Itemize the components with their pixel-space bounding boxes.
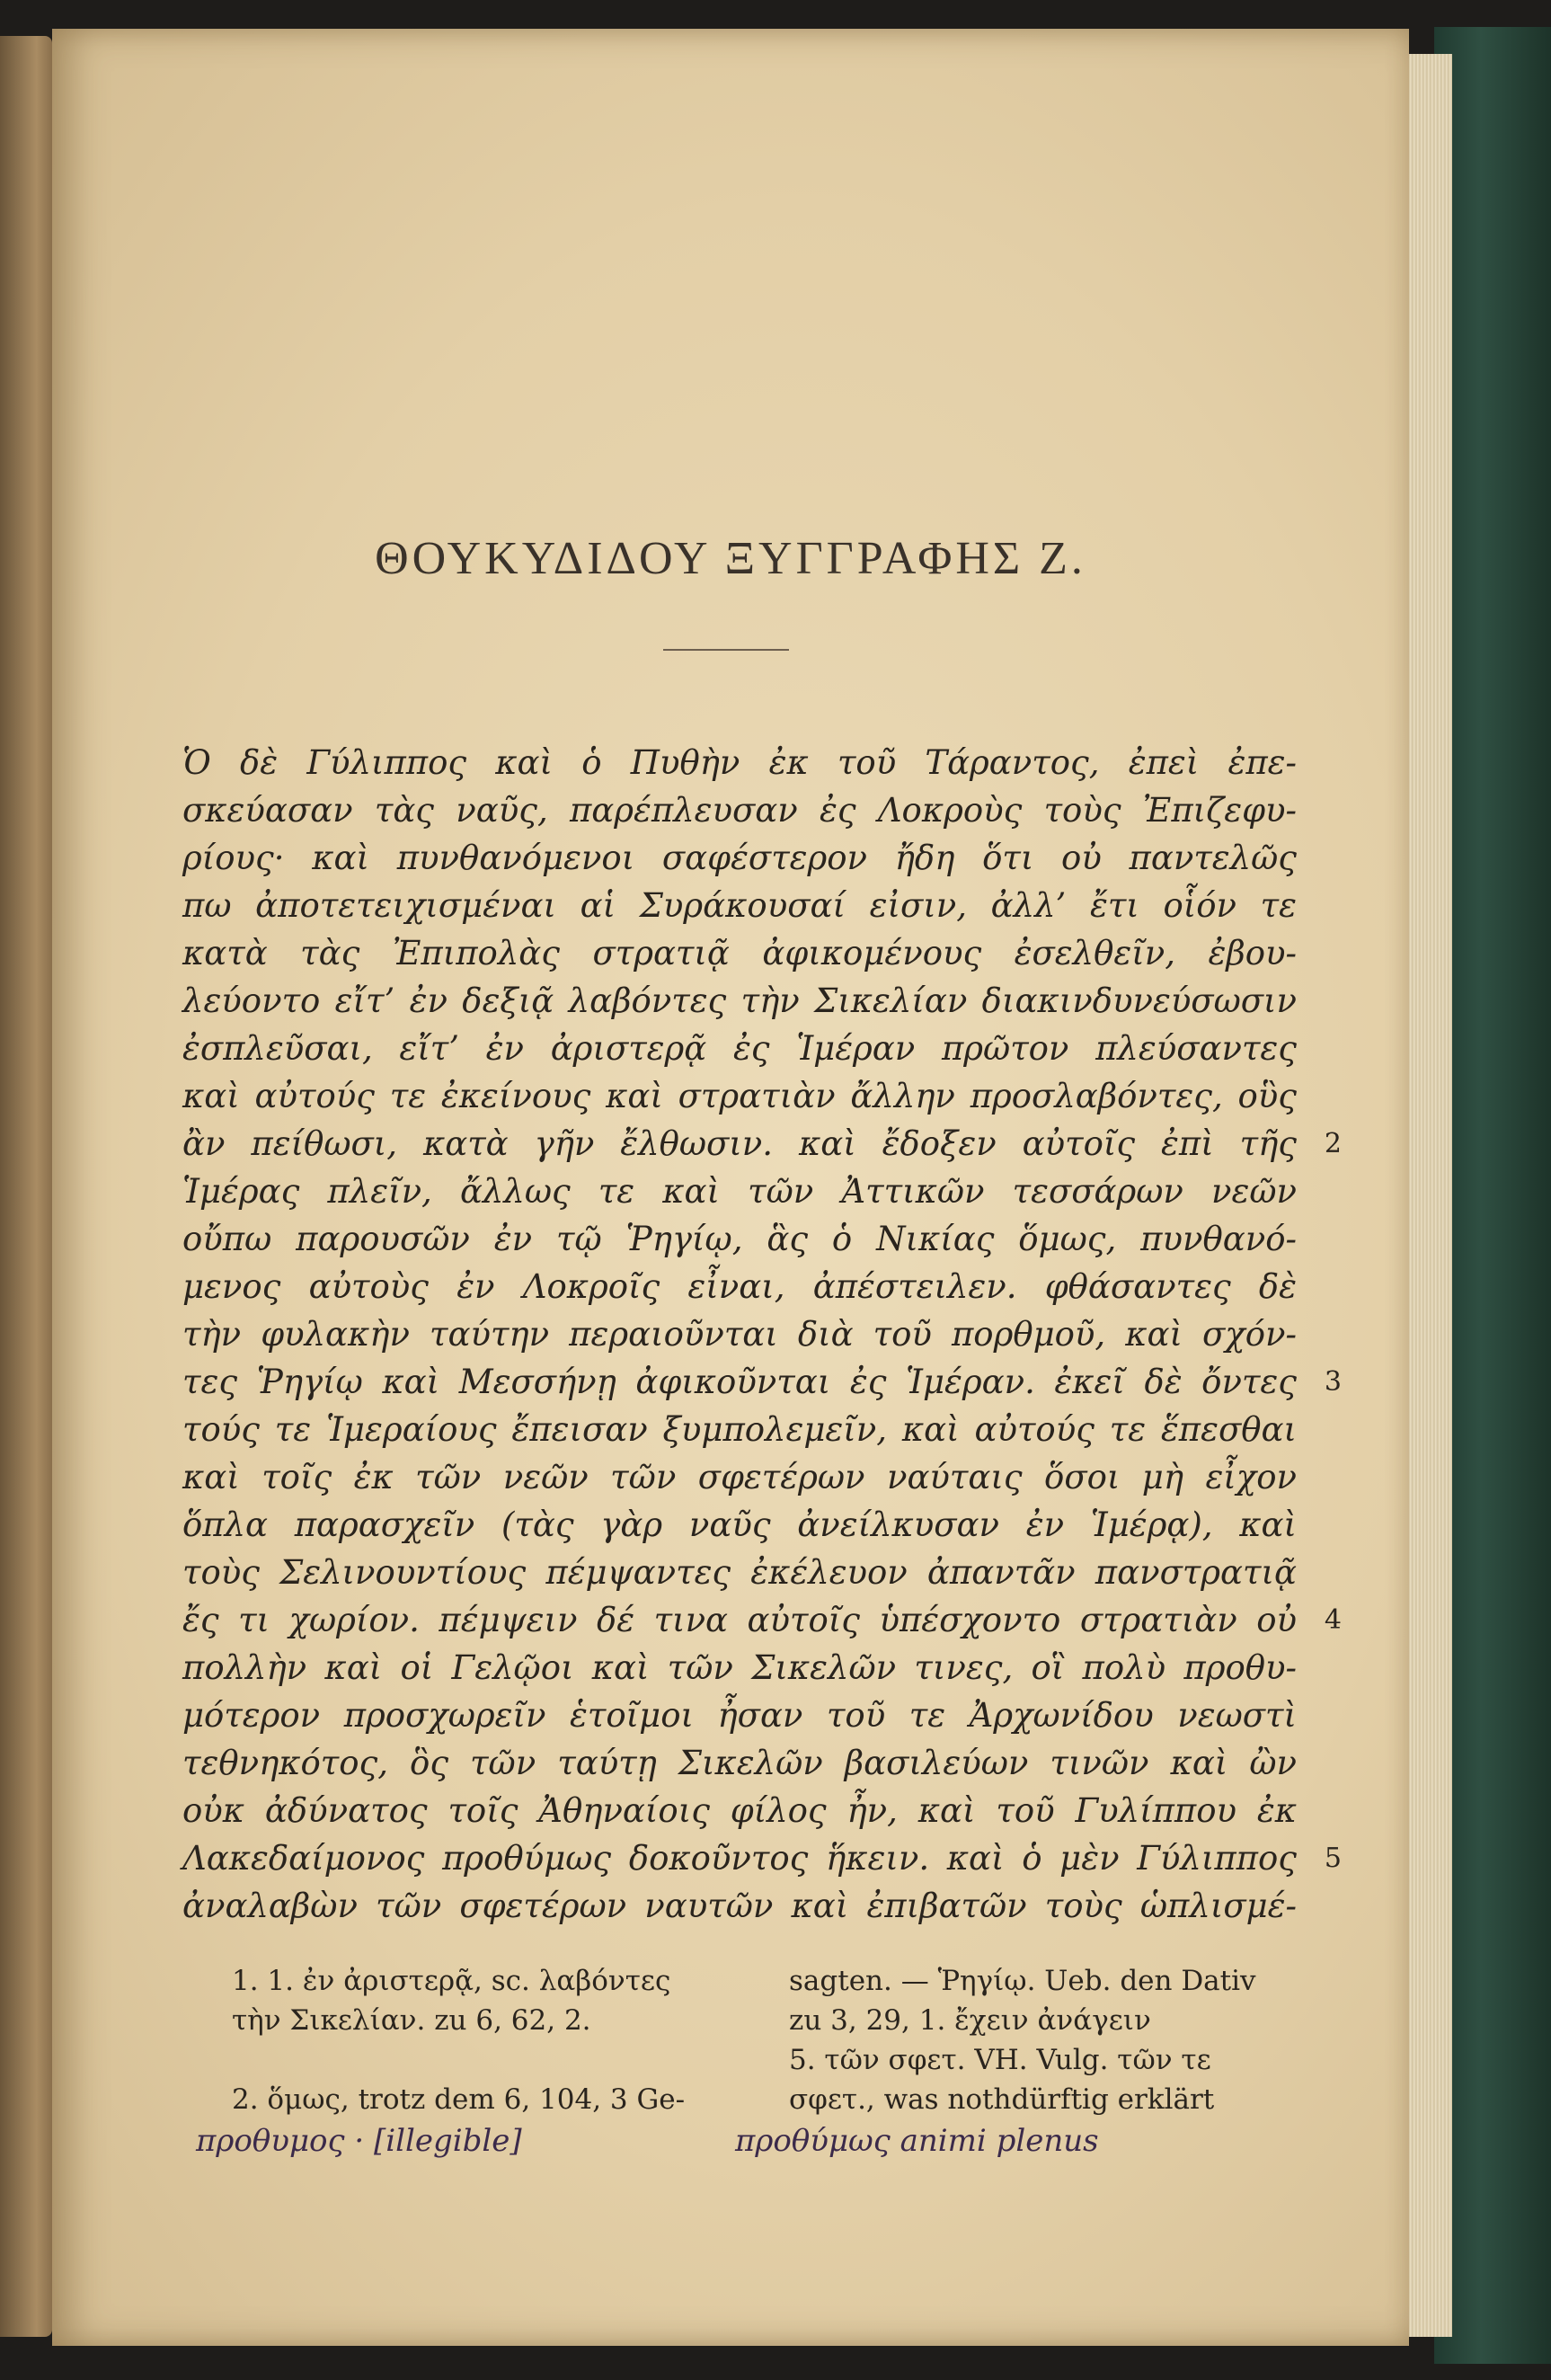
left-page-edge	[0, 36, 52, 2337]
text-line	[182, 1834, 1342, 1882]
text-line	[182, 786, 1297, 834]
footnote-line: 5. τῶν σφετ. VH. Vulg. τῶν τε	[789, 2044, 1211, 2076]
text-line-content: τοὺς Σελινουντίους πέμψαντες ἐκέλευον ἀπαντᾶν πανστρατιᾷ	[182, 1553, 1297, 1592]
handwritten-note-left: προθυμος · [illegible]	[196, 2123, 522, 2159]
text-line-content: Λακεδαίμονος προθύμως δοκοῦντος ἥκειν. καὶ ὁ μὲν Γύλιππος	[182, 1839, 1297, 1878]
text-line	[182, 739, 1297, 786]
text-line-content: μενος αὐτοὺς ἐν Λοκροῖς εἶναι, ἀπέστειλεν. φθάσαντες δὲ	[182, 1267, 1297, 1306]
text-line-content: Ἱμέρας πλεῖν, ἄλλως τε καὶ τῶν Ἀττικῶν τεσσάρων νεῶν	[182, 1172, 1297, 1211]
page-block-edges	[1407, 54, 1452, 2337]
title-rule	[663, 649, 789, 651]
text-line	[182, 1215, 1297, 1263]
footnote-line	[232, 2040, 735, 2080]
section-number: 2	[1324, 1128, 1342, 1159]
text-line-content: καὶ τοῖς ἐκ τῶν νεῶν τῶν σφετέρων ναύταις ὅσοι μὴ εἶχον	[182, 1458, 1297, 1496]
section-number: 4	[1324, 1604, 1342, 1636]
text-line-content: ρίους· καὶ πυνθανόμενοι σαφέστερον ἤδη ὅτι οὐ παντελῶς	[182, 839, 1297, 877]
text-line	[182, 1120, 1342, 1168]
section-number: 5	[1324, 1843, 1342, 1874]
footnote-line: sagten. — Ῥηγίῳ. Ueb. den Dativ	[789, 1965, 1256, 1997]
text-line-content: οὔπω παρουσῶν ἐν τῷ Ῥηγίῳ, ἃς ὁ Νικίας ὅμως, πυνθανό-	[182, 1220, 1297, 1258]
text-line-content: ἀναλαβὼν τῶν σφετέρων ναυτῶν καὶ ἐπιβατῶν τοὺς ὡπλισμέ-	[182, 1887, 1297, 1925]
footnotes-right-column	[789, 1961, 1292, 2119]
section-number: 3	[1324, 1366, 1342, 1398]
text-line-content: καὶ αὐτούς τε ἐκείνους καὶ στρατιὰν ἄλλην προσλαβόντες, οὓς	[182, 1077, 1297, 1115]
text-line	[182, 1787, 1297, 1834]
page-title: ΘΟΥΚΥΔΙΔΟΥ ΞΥΓΓΡΑΦΗΣ Ζ.	[375, 533, 1086, 584]
text-line	[182, 1025, 1297, 1072]
text-line	[182, 1501, 1297, 1549]
text-line	[182, 1453, 1297, 1501]
footnote-line: zu 3, 29, 1. ἔχειν ἀνάγειν	[789, 2004, 1151, 2037]
footnote-line: σφετ., was nothdürftig erklärt	[789, 2083, 1215, 2116]
footnote-line: 2. ὅμως, trotz dem 6, 104, 3 Ge-	[232, 2083, 686, 2116]
text-line	[182, 1072, 1297, 1120]
text-line	[182, 977, 1297, 1025]
text-line-content: τεθνηκότος, ὃς τῶν ταύτῃ Σικελῶν βασιλεύων τινῶν καὶ ὢν	[182, 1744, 1297, 1782]
text-line-content: σκεύασαν τὰς ναῦς, παρέπλευσαν ἐς Λοκροὺς τοὺς Ἐπιζεφυ-	[182, 791, 1297, 830]
text-line-content: λεύοντο εἴτ’ ἐν δεξιᾷ λαβόντες τὴν Σικελίαν διακινδυνεύσωσιν	[182, 981, 1297, 1020]
text-line	[182, 1168, 1297, 1215]
text-line-content: κατὰ τὰς Ἐπιπολὰς στρατιᾷ ἀφικομένους ἐσελθεῖν, ἐβου-	[182, 934, 1297, 972]
text-line	[182, 1310, 1297, 1358]
text-line	[182, 834, 1297, 882]
text-line-content: Ὁ δὲ Γύλιππος καὶ ὁ Πυθὴν ἐκ τοῦ Τάραντος, ἐπεὶ ἐπε-	[182, 743, 1297, 782]
text-line	[182, 1739, 1297, 1787]
text-line	[182, 1596, 1342, 1644]
text-line-content: ἐσπλεῦσαι, εἴτ’ ἐν ἀριστερᾷ ἐς Ἱμέραν πρῶτον πλεύσαντες	[182, 1029, 1297, 1068]
text-line	[182, 1358, 1342, 1406]
text-line	[182, 1644, 1297, 1692]
text-line	[182, 882, 1297, 929]
handwritten-note-right: προθύμως animi plenus	[735, 2123, 1099, 2159]
text-line-content: οὐκ ἀδύνατος τοῖς Ἀθηναίοις φίλος ἦν, καὶ τοῦ Γυλίππου ἐκ	[182, 1791, 1297, 1830]
footnote-line: τὴν Σικελίαν. zu 6, 62, 2.	[232, 2004, 591, 2037]
text-line-content: πολλὴν καὶ οἱ Γελῷοι καὶ τῶν Σικελῶν τινες, οἳ πολὺ προθυ-	[182, 1648, 1297, 1687]
text-line	[182, 1406, 1297, 1453]
text-line	[182, 929, 1297, 977]
text-line-content: τες Ῥηγίῳ καὶ Μεσσήνῃ ἀφικοῦνται ἐς Ἱμέραν. ἐκεῖ δὲ ὄντες	[182, 1363, 1297, 1401]
footnotes-left-column	[232, 1961, 735, 2119]
text-line-content: πω ἀποτετειχισμέναι αἱ Συράκουσαί εἰσιν, ἀλλ’ ἔτι οἷόν τε	[182, 886, 1297, 925]
footnote-line: 1. 1. ἐν ἀριστερᾷ, sc. λαβόντες	[232, 1965, 671, 1997]
text-line	[182, 1692, 1297, 1739]
body-text	[182, 739, 1342, 1930]
text-line-content: ὅπλα παρασχεῖν (τὰς γὰρ ναῦς ἀνείλκυσαν ἐν Ἱμέρᾳ), καὶ	[182, 1505, 1297, 1544]
text-line-content: ἂν πείθωσι, κατὰ γῆν ἔλθωσιν. καὶ ἔδοξεν αὐτοῖς ἐπὶ τῆς	[182, 1124, 1297, 1163]
text-line	[182, 1549, 1297, 1596]
text-line-content: ἔς τι χωρίον. πέμψειν δέ τινα αὐτοῖς ὑπέσχοντο στρατιὰν οὐ	[182, 1601, 1297, 1639]
text-line-content: τούς τε Ἱμεραίους ἔπεισαν ξυμπολεμεῖν, καὶ αὐτούς τε ἕπεσθαι	[182, 1410, 1297, 1449]
text-line	[182, 1263, 1297, 1310]
text-line-content: μότερον προσχωρεῖν ἑτοῖμοι ἦσαν τοῦ τε Ἀρχωνίδου νεωστὶ	[182, 1696, 1297, 1735]
text-line	[182, 1882, 1297, 1930]
book-page	[52, 29, 1409, 2346]
text-line-content: τὴν φυλακὴν ταύτην περαιοῦνται διὰ τοῦ πορθμοῦ, καὶ σχόν-	[182, 1315, 1297, 1354]
